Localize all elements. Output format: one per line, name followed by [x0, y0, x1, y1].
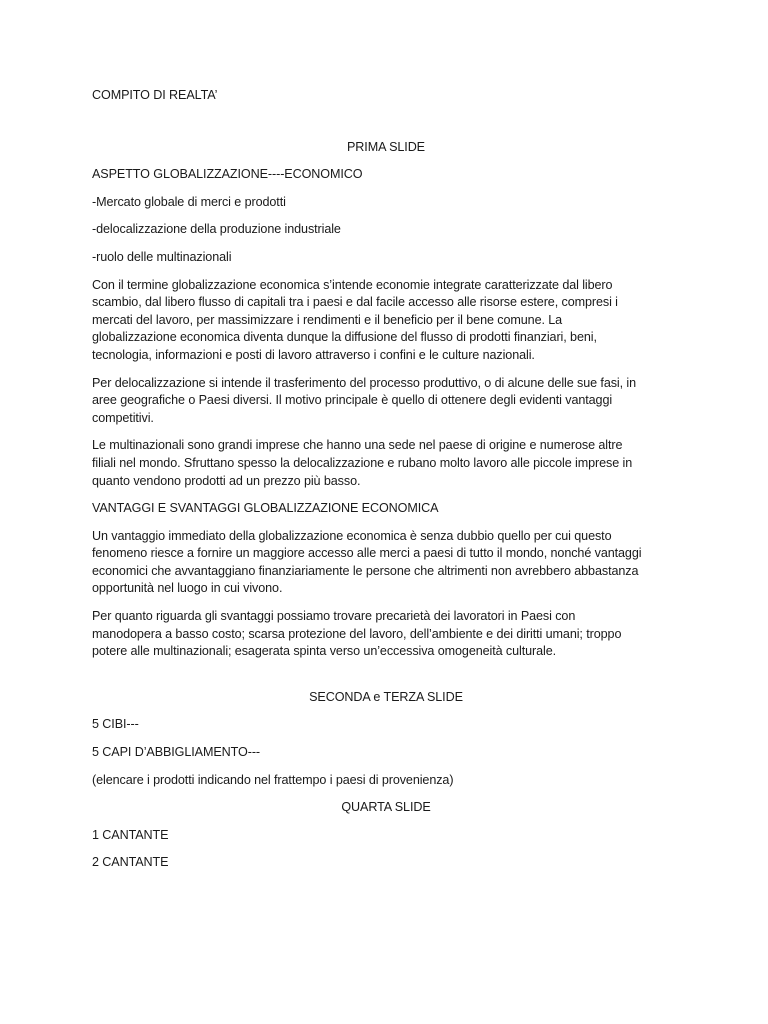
pros-cons-heading: VANTAGGI E SVANTAGGI GLOBALIZZAZIONE ECONOMICA — [92, 501, 439, 516]
paragraph-globalization — [92, 277, 680, 365]
bullet-item: -delocalizzazione della produzione industriale — [92, 222, 341, 237]
paragraph-line: economici che avvantaggiano finanziariamente le persone che altrimenti non avrebbero abbastanza — [92, 563, 639, 578]
paragraph-line: mercati del lavoro, per massimizzare i rendimenti e il beneficio per il bene comune. La — [92, 312, 563, 327]
bullet-item: -ruolo delle multinazionali — [92, 249, 232, 264]
paragraph-line: quanto vendono prodotti ad un prezzo più basso. — [92, 473, 361, 488]
paragraph-line: Con il termine globalizzazione economica s’intende economie integrate caratterizzate dal libero — [92, 277, 613, 292]
paragraph-line: scambio, dal libero flusso di capitali tra i paesi e dal facile accesso alle risorse estere, compresi i — [92, 295, 618, 310]
slide4-heading: QUARTA SLIDE — [341, 800, 431, 815]
paragraph-advantages — [92, 528, 680, 598]
paragraph-line: aree geografiche o Paesi diversi. Il motivo principale è quello di ottenere degli evidenti vantaggi — [92, 393, 613, 408]
paragraph-line: Per delocalizzazione si intende il trasferimento del processo produttivo, o di alcune delle sue fasi, in — [92, 375, 637, 390]
paragraph-line: globalizzazione economica diventa dunque la diffusione del flusso di prodotti finanziari, beni, — [92, 330, 597, 345]
paragraph-line: Un vantaggio immediato della globalizzazione economica è senza dubbio quello per cui questo — [92, 528, 612, 543]
slide1-aspect-heading: ASPETTO GLOBALIZZAZIONE----ECONOMICO — [92, 167, 363, 182]
slide1-heading: PRIMA SLIDE — [347, 139, 425, 154]
list-item: 5 CAPI D’ABBIGLIAMENTO--- — [92, 745, 261, 760]
paragraph-multinationals — [92, 437, 680, 490]
document-title: COMPITO DI REALTA’ — [92, 88, 218, 102]
paragraph-line: fenomeno riesce a fornire un maggiore accesso alle merci a paesi di tutto il mondo, nonché vantaggi — [92, 546, 642, 561]
slide23-heading: SECONDA e TERZA SLIDE — [309, 689, 463, 704]
bullet-item: -Mercato globale di merci e prodotti — [92, 194, 286, 209]
paragraph-line: potere alle multinazionali; esagerata spinta verso un’eccessiva omogeneità culturale. — [92, 644, 557, 659]
paragraph-line: tecnologia, informazioni e posti di lavoro attraverso i confini e le culture nazionali. — [92, 347, 535, 362]
paragraph-delocalization — [92, 375, 680, 428]
paragraph-line: Per quanto riguarda gli svantaggi possiamo trovare precarietà dei lavoratori in Paesi con — [92, 609, 576, 624]
paragraph-disadvantages — [92, 608, 680, 661]
paragraph-line: manodopera a basso costo; scarsa protezione del lavoro, dell’ambiente e dei diritti umani; troppo — [92, 626, 622, 641]
list-item: 5 CIBI--- — [92, 717, 139, 732]
paragraph-line: filiali nel mondo. Sfruttano spesso la delocalizzazione e rubano molto lavoro alle piccole imprese in — [92, 455, 633, 470]
paragraph-line: Le multinazionali sono grandi imprese che hanno una sede nel paese di origine e numerose altre — [92, 438, 623, 453]
document-page — [92, 87, 680, 882]
paragraph-line: competitivi. — [92, 410, 154, 425]
list-item: 1 CANTANTE — [92, 827, 169, 842]
list-item: (elencare i prodotti indicando nel frattempo i paesi di provenienza) — [92, 772, 454, 787]
paragraph-line: opportunità nel luogo in cui vivono. — [92, 581, 283, 596]
list-item: 2 CANTANTE — [92, 855, 169, 870]
